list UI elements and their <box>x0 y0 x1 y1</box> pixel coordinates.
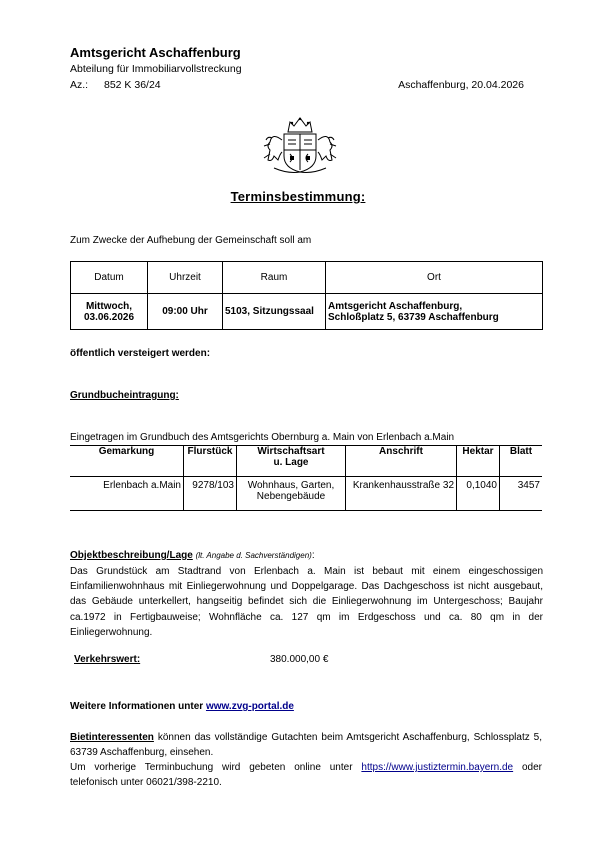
schedule-header-date: Datum <box>71 262 148 294</box>
land-anschrift: Krankenhausstraße 32 <box>346 477 457 511</box>
land-header-hektar: Hektar <box>457 446 500 477</box>
schedule-weekday: Mittwoch, <box>85 300 133 312</box>
schedule-place-name: Amtsgericht Aschaffenburg, <box>328 300 463 312</box>
schedule-date <box>71 294 148 330</box>
intro-text: Zum Zwecke der Aufhebung der Gemeinschaft soll am <box>70 235 312 246</box>
market-value: 380.000,00 € <box>270 654 329 665</box>
department: Abteilung für Immobiliarvollstreckung <box>70 63 242 75</box>
land-register-table <box>70 445 542 511</box>
land-header-wirtschaftsart-line2: u. Lage <box>273 457 309 468</box>
land-flurstueck: 9278/103 <box>184 477 237 511</box>
schedule-header-place: Ort <box>326 262 543 294</box>
land-header-flurstueck: Flurstück <box>184 446 237 477</box>
schedule-header-time: Uhrzeit <box>148 262 223 294</box>
land-header-blatt: Blatt <box>500 446 543 477</box>
land-header-anschrift: Anschrift <box>346 446 457 477</box>
bidders-label: Bietinteressenten <box>70 732 154 743</box>
land-hektar: 0,1040 <box>457 477 500 511</box>
land-wirtschaftsart <box>237 477 346 511</box>
auction-statement: öffentlich versteigert werden: <box>70 348 211 359</box>
schedule-header-room: Raum <box>223 262 326 294</box>
more-info-text: Weitere Informationen unter <box>70 701 206 712</box>
land-header-wirtschaftsart-line1: Wirtschaftsart <box>257 446 325 457</box>
schedule-table <box>70 261 543 330</box>
object-description: Das Grundstück am Stadtrand von Erlenbach a. Main ist bebaut mit einem eingeschossigen Einfamilienwohnhaus mit Einliegerwohnung und Doppelgarage. Das Dachgeschoss ist nicht ausgebaut, das Gebäude unterkellert, hangseitig befindet sich die Einliegerwohnung im Untergeschoss; Baujahr ca.1972 in Fertigbauweise; Wohnfläche ca. 127 qm im Erdgeschoss und ca. 80 qm in der Einliegerwohnung. <box>70 566 543 638</box>
market-value-label: Verkehrswert: <box>74 654 141 665</box>
schedule-time: 09:00 Uhr <box>148 294 223 330</box>
phone-text: oder telefonisch unter 06021/398-2210. <box>70 762 542 788</box>
schedule-date-value: 03.06.2026 <box>83 311 135 323</box>
booking-text: Um vorherige Terminbuchung wird gebeten online unter <box>70 762 362 773</box>
object-title: Objektbeschreibung/Lage <box>70 550 193 561</box>
zvg-portal-link[interactable]: www.zvg-portal.de <box>205 701 294 712</box>
bavarian-coat-of-arms-icon <box>258 110 342 176</box>
justiztermin-link[interactable]: https://www.justiztermin.bayern.de <box>361 762 514 773</box>
schedule-place-address: Schloßplatz 5, 63739 Aschaffenburg <box>328 311 499 323</box>
object-description-title <box>70 550 315 561</box>
court-name: Amtsgericht Aschaffenburg <box>70 45 241 60</box>
land-register-line: Eingetragen im Grundbuch des Amtsgerichts Obernburg a. Main von Erlenbach a.Main <box>70 432 455 443</box>
case-number: 852 K 36/24 <box>104 79 161 91</box>
land-wirtschaftsart-line1: Wohnhaus, Garten, <box>247 480 335 491</box>
object-colon: : <box>311 550 315 561</box>
land-blatt: 3457 <box>500 477 543 511</box>
bidders-text: können das vollständige Gutachten beim Amtsgericht Aschaffenburg, Schlossplatz 5, 63739 Aschaffenburg, einsehen. <box>70 732 542 758</box>
schedule-room: 5103, Sitzungssaal <box>223 294 326 330</box>
case-number-label: Az.: <box>70 79 89 91</box>
more-info <box>70 701 294 712</box>
land-gemarkung: Erlenbach a.Main <box>70 477 184 511</box>
land-wirtschaftsart-line2: Nebengebäude <box>256 491 326 502</box>
object-note: (lt. Angabe d. Sachverständigen) <box>195 551 312 560</box>
place-date: Aschaffenburg, 20.04.2026 <box>398 79 524 91</box>
land-register-title: Grundbucheintragung: <box>70 390 179 401</box>
bidders-info <box>70 730 542 790</box>
page-title: Terminsbestimmung: <box>230 189 366 204</box>
land-header-wirtschaftsart <box>237 446 346 477</box>
schedule-place <box>326 294 543 330</box>
land-header-gemarkung: Gemarkung <box>70 446 184 477</box>
